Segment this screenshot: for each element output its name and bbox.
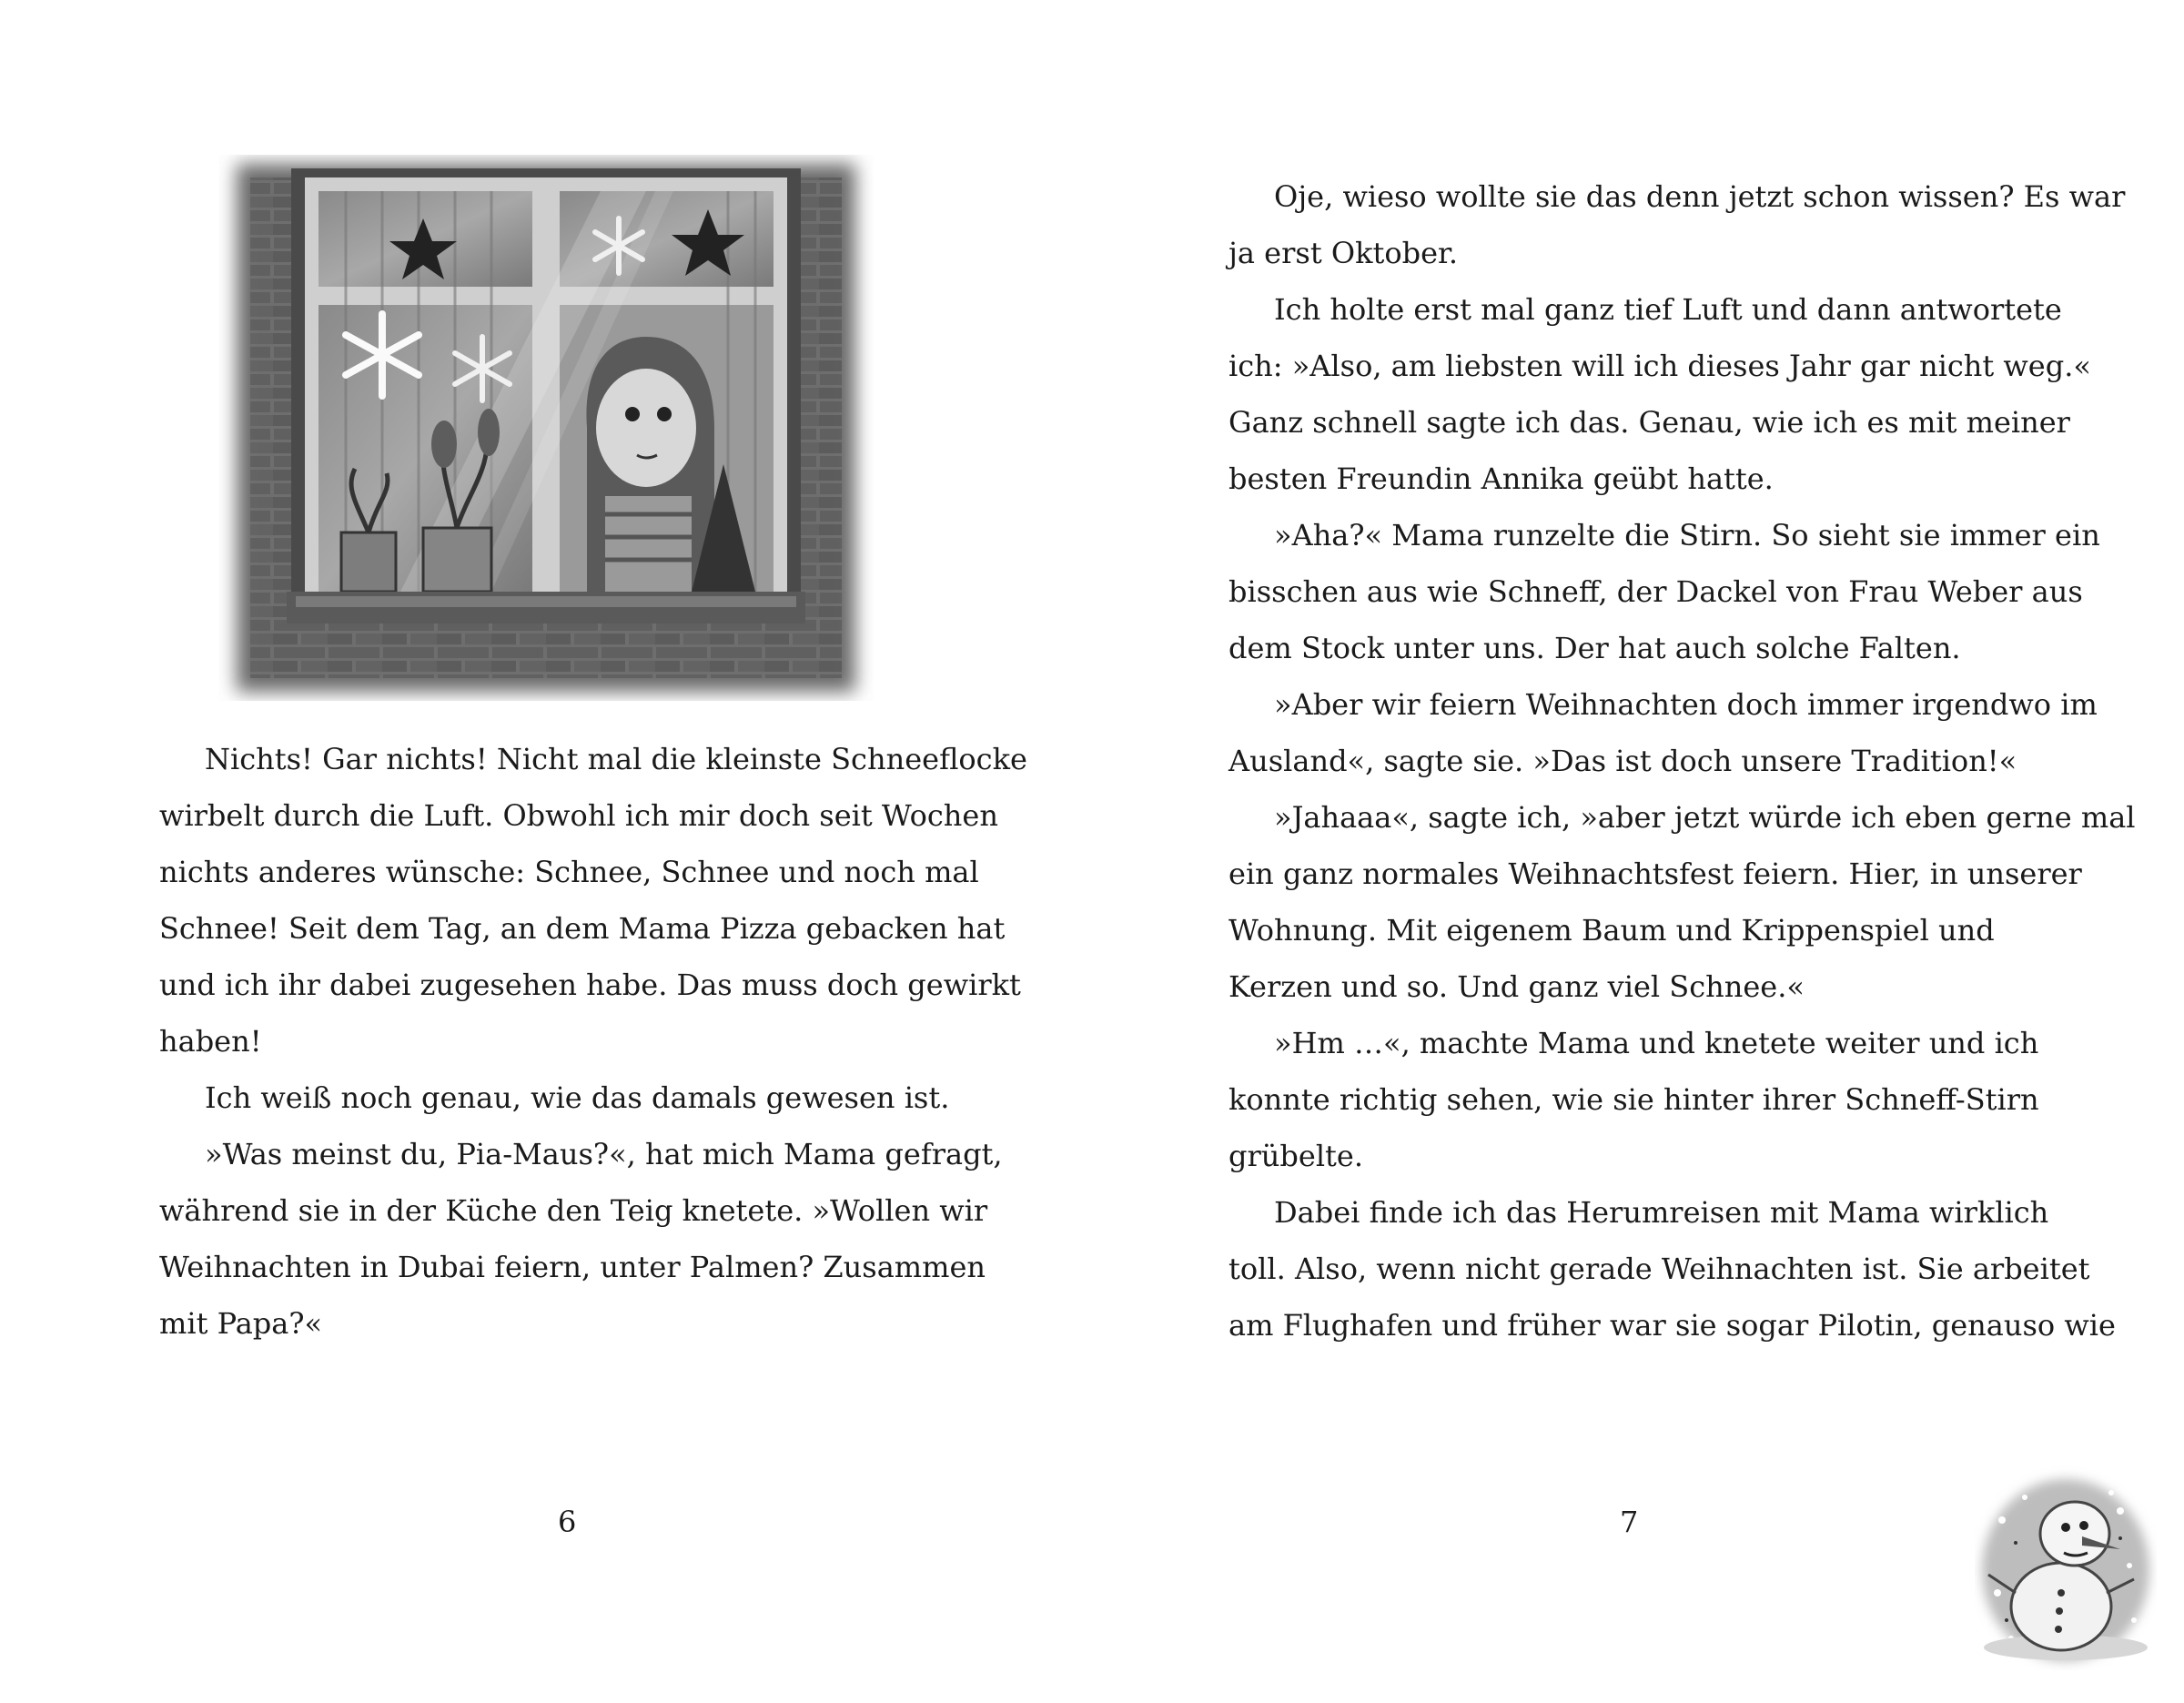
left-page-text [159, 731, 1027, 1352]
snowman-icon [1975, 1465, 2157, 1670]
text-line: am Flughafen und früher war sie sogar Pilotin, genauso wie [1228, 1308, 2116, 1343]
text-line: »Was meinst du, Pia-Maus?«, hat mich Mama gefragt, [205, 1137, 1003, 1171]
text-line: konnte richtig sehen, wie sie hinter ihrer Schneff-Stirn [1228, 1082, 2039, 1117]
girl-at-window-icon [218, 155, 874, 701]
text-line: Schnee! Seit dem Tag, an dem Mama Pizza gebacken hat [159, 911, 1006, 946]
text-line: Wohnung. Mit eigenem Baum und Krippenspiel und [1228, 913, 1995, 948]
text-line: haben! [159, 1024, 262, 1059]
text-line: »Hm …«, machte Mama und knetete weiter und ich [1274, 1026, 2039, 1060]
page-number-right: 7 [1620, 1505, 1639, 1539]
text-line: Ich holte erst mal ganz tief Luft und dann antwortete [1274, 292, 2062, 327]
text-line: bisschen aus wie Schneff, der Dackel von Frau Weber aus [1228, 574, 2083, 609]
text-line: ein ganz normales Weihnachtsfest feiern. Hier, in unserer [1228, 857, 2082, 891]
text-line: Kerzen und so. Und ganz viel Schnee.« [1228, 969, 1805, 1004]
right-page-text [1228, 168, 2136, 1353]
text-line: grübelte. [1228, 1139, 1364, 1173]
text-line: und ich ihr dabei zugesehen habe. Das muss doch gewirkt [159, 968, 1021, 1002]
right-page [1092, 0, 2184, 1703]
window-illustration [218, 155, 874, 701]
snowman-illustration [1975, 1465, 2157, 1670]
text-line: ja erst Oktober. [1228, 236, 1458, 270]
text-line: »Aha?« Mama runzelte die Stirn. So sieht sie immer ein [1274, 518, 2100, 552]
text-line: »Aber wir feiern Weihnachten doch immer irgendwo im [1274, 687, 2098, 722]
text-line: wirbelt durch die Luft. Obwohl ich mir doch seit Wochen [159, 798, 998, 833]
text-line: Nichts! Gar nichts! Nicht mal die kleinste Schneeflocke [205, 742, 1027, 776]
text-line: nichts anderes wünsche: Schnee, Schnee und noch mal [159, 855, 979, 889]
page-number-left: 6 [558, 1505, 577, 1539]
text-line: während sie in der Küche den Teig knetete. »Wollen wir [159, 1193, 988, 1228]
text-line: »Jahaaa«, sagte ich, »aber jetzt würde ich eben gerne mal [1274, 800, 2136, 835]
text-line: besten Freundin Annika geübt hatte. [1228, 461, 1774, 496]
text-line: toll. Also, wenn nicht gerade Weihnachten ist. Sie arbeitet [1228, 1252, 2090, 1286]
text-line: Dabei finde ich das Herumreisen mit Mama wirklich [1274, 1195, 2049, 1230]
text-line: Oje, wieso wollte sie das denn jetzt schon wissen? Es war [1274, 179, 2126, 214]
text-line: ich: »Also, am liebsten will ich dieses Jahr gar nicht weg.« [1228, 349, 2091, 383]
text-line: Ganz schnell sagte ich das. Genau, wie ich es mit meiner [1228, 405, 2070, 440]
text-line: Ich weiß noch genau, wie das damals gewesen ist. [205, 1080, 950, 1115]
text-line: Weihnachten in Dubai feiern, unter Palmen? Zusammen [159, 1250, 986, 1284]
text-line: dem Stock unter uns. Der hat auch solche Falten. [1228, 631, 1961, 665]
text-line: Ausland«, sagte sie. »Das ist doch unsere Tradition!« [1228, 744, 2017, 778]
text-line: mit Papa?« [159, 1306, 323, 1341]
